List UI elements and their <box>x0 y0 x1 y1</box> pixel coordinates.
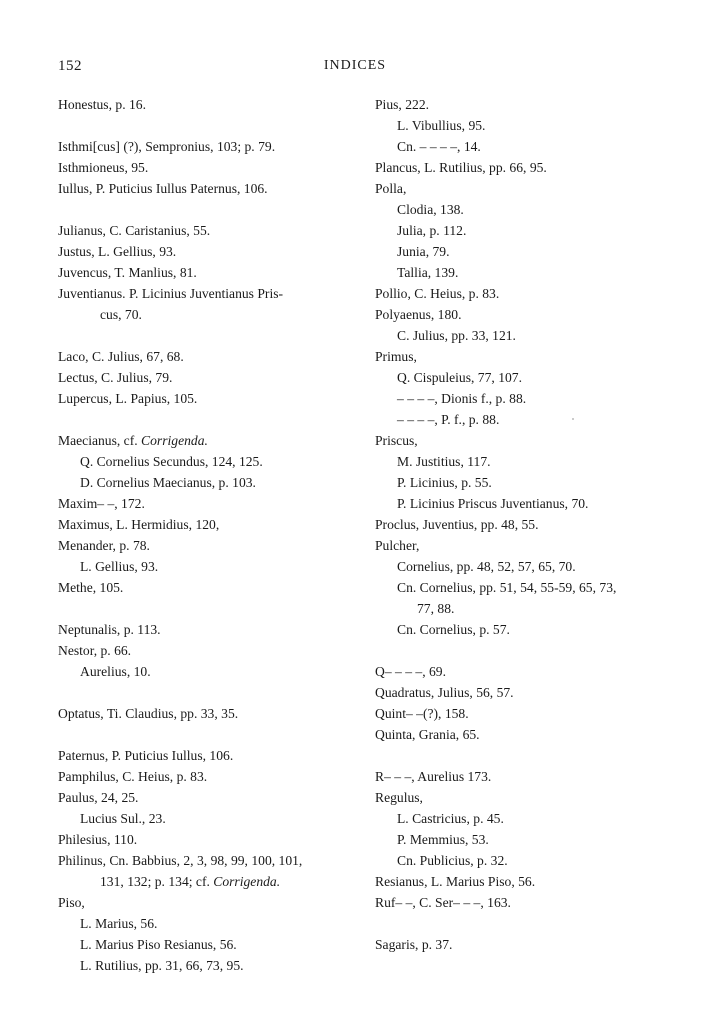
index-entry <box>375 283 665 304</box>
index-entry <box>375 514 665 535</box>
entry-text: Q– – – –, 69. <box>375 664 446 679</box>
index-subentry <box>375 409 665 430</box>
entry-text: Iullus, P. Puticius Iullus Paternus, 106. <box>58 181 268 196</box>
index-subentry <box>375 829 665 850</box>
right-index-column <box>375 94 665 955</box>
entry-text: Maecianus, cf. <box>58 433 142 448</box>
index-subentry <box>58 661 348 682</box>
entry-text: Juventianus. P. Licinius Juventianus Pris- <box>58 286 284 301</box>
index-entry <box>375 178 665 199</box>
index-entry <box>58 388 348 409</box>
entry-text: P. Licinius, p. 55. <box>397 475 492 490</box>
entry-gap <box>58 724 348 745</box>
entry-gap <box>58 598 348 619</box>
entry-text: Methe, 105. <box>58 580 124 595</box>
entry-text: Maximus, L. Hermidius, 120, <box>58 517 220 532</box>
index-entry <box>58 514 348 535</box>
entry-text: Isthmi[cus] (?), Sempronius, 103; p. 79. <box>58 139 276 154</box>
entry-text: P. Licinius Priscus Juventianus, 70. <box>397 496 589 511</box>
index-subentry <box>58 913 348 934</box>
index-entry <box>375 703 665 724</box>
entry-text: D. Cornelius Maecianus, p. 103. <box>80 475 256 490</box>
index-entry <box>58 640 348 661</box>
index-entry <box>58 283 348 304</box>
page-number: 152 <box>58 58 82 74</box>
entry-gap <box>58 409 348 430</box>
entry-text: Polyaenus, 180. <box>375 307 462 322</box>
entry-text: Aurelius, 10. <box>80 664 151 679</box>
entry-italic-text: Corrigenda. <box>213 874 281 889</box>
entry-text: L. Vibullius, 95. <box>397 118 486 133</box>
entry-text: Pulcher, <box>375 538 420 553</box>
entry-text: Plancus, L. Rutilius, pp. 66, 95. <box>375 160 547 175</box>
entry-text: Nestor, p. 66. <box>58 643 132 658</box>
index-subentry <box>375 220 665 241</box>
index-entry <box>375 724 665 745</box>
entry-text: Honestus, p. 16. <box>58 97 146 112</box>
entry-text: M. Justitius, 117. <box>397 454 491 469</box>
entry-text: Tallia, 139. <box>397 265 459 280</box>
index-subentry <box>58 934 348 955</box>
entry-text: Q. Cornelius Secundus, 124, 125. <box>80 454 263 469</box>
index-entry <box>58 136 348 157</box>
index-entry <box>58 787 348 808</box>
index-entry <box>375 766 665 787</box>
entry-text: Primus, <box>375 349 417 364</box>
index-entry <box>375 430 665 451</box>
entry-text: Paulus, 24, 25. <box>58 790 139 805</box>
index-subentry <box>375 493 665 514</box>
entry-text: Junia, 79. <box>397 244 450 259</box>
entry-text: Quadratus, Julius, 56, 57. <box>375 685 514 700</box>
entry-text: Julianus, C. Caristanius, 55. <box>58 223 211 238</box>
index-entry <box>58 94 348 115</box>
index-subentry <box>375 325 665 346</box>
entry-text: Proclus, Juventius, pp. 48, 55. <box>375 517 539 532</box>
speck-mark <box>572 418 574 420</box>
entry-gap <box>375 745 665 766</box>
index-entry <box>375 535 665 556</box>
index-entry <box>375 661 665 682</box>
index-entry <box>58 871 348 892</box>
index-subentry <box>375 577 665 598</box>
entry-text: 131, 132; p. 134; cf. <box>100 874 214 889</box>
index-entry <box>58 367 348 388</box>
index-subentry <box>375 241 665 262</box>
index-entry <box>58 178 348 199</box>
index-subentry <box>375 619 665 640</box>
entry-gap <box>375 913 665 934</box>
entry-text: Sagaris, p. 37. <box>375 937 453 952</box>
entry-text: Quinta, Grania, 65. <box>375 727 480 742</box>
index-subentry <box>375 367 665 388</box>
entry-text: Isthmioneus, 95. <box>58 160 149 175</box>
entry-text: Cn. Publicius, p. 32. <box>397 853 508 868</box>
index-entry <box>58 430 348 451</box>
entry-text: Lucius Sul., 23. <box>80 811 166 826</box>
entry-text: Lupercus, L. Papius, 105. <box>58 391 198 406</box>
index-entry <box>375 892 665 913</box>
entry-text: – – – –, Dionis f., p. 88. <box>397 391 527 406</box>
index-subentry <box>58 808 348 829</box>
entry-text: – – – –, P. f., p. 88. <box>397 412 500 427</box>
entry-text: 77, 88. <box>417 601 455 616</box>
index-subentry <box>375 556 665 577</box>
entry-text: Cn. Cornelius, pp. 51, 54, 55-59, 65, 73, <box>397 580 617 595</box>
entry-text: Pamphilus, C. Heius, p. 83. <box>58 769 208 784</box>
entry-text: Priscus, <box>375 433 418 448</box>
entry-text: Resianus, L. Marius Piso, 56. <box>375 874 536 889</box>
entry-text: Menander, p. 78. <box>58 538 150 553</box>
index-entry <box>58 829 348 850</box>
entry-text: Philinus, Cn. Babbius, 2, 3, 98, 99, 100, 101, <box>58 853 303 868</box>
entry-text: Laco, C. Julius, 67, 68. <box>58 349 184 364</box>
index-subentry <box>58 472 348 493</box>
entry-gap <box>58 199 348 220</box>
entry-text: P. Memmius, 53. <box>397 832 489 847</box>
entry-text: Justus, L. Gellius, 93. <box>58 244 177 259</box>
entry-text: L. Rutilius, pp. 31, 66, 73, 95. <box>80 958 244 973</box>
entry-italic-text: Corrigenda. <box>141 433 208 448</box>
index-subentry <box>375 598 665 619</box>
entry-text: R– – –, Aurelius 173. <box>375 769 492 784</box>
entry-text: Pius, 222. <box>375 97 430 112</box>
index-entry <box>375 304 665 325</box>
entry-text: C. Julius, pp. 33, 121. <box>397 328 516 343</box>
entry-text: L. Castricius, p. 45. <box>397 811 504 826</box>
entry-text: Pollio, C. Heius, p. 83. <box>375 286 500 301</box>
running-head: INDICES <box>323 58 387 73</box>
entry-gap <box>58 115 348 136</box>
entry-gap <box>58 325 348 346</box>
entry-text: Quint– –(?), 158. <box>375 706 469 721</box>
entry-text: Maxim– –, 172. <box>58 496 145 511</box>
entry-text: L. Marius, 56. <box>80 916 158 931</box>
index-entry <box>58 577 348 598</box>
index-entry <box>375 157 665 178</box>
entry-text: Lectus, C. Julius, 79. <box>58 370 173 385</box>
index-entry <box>375 871 665 892</box>
index-entry <box>58 703 348 724</box>
left-index-column <box>58 94 348 976</box>
index-entry <box>58 262 348 283</box>
entry-text: Cornelius, pp. 48, 52, 57, 65, 70. <box>397 559 576 574</box>
index-subentry <box>58 451 348 472</box>
entry-text: Ruf– –, C. Ser– – –, 163. <box>375 895 511 910</box>
index-entry <box>58 304 348 325</box>
entry-text: Optatus, Ti. Claudius, pp. 33, 35. <box>58 706 239 721</box>
index-entry <box>58 745 348 766</box>
entry-gap <box>375 640 665 661</box>
index-entry <box>375 787 665 808</box>
index-subentry <box>375 115 665 136</box>
entry-text: Paternus, P. Puticius Iullus, 106. <box>58 748 234 763</box>
index-subentry <box>375 850 665 871</box>
index-entry <box>58 346 348 367</box>
entry-text: Philesius, 110. <box>58 832 138 847</box>
index-entry <box>58 766 348 787</box>
entry-text: Q. Cispuleius, 77, 107. <box>397 370 522 385</box>
index-entry <box>58 493 348 514</box>
entry-text: Neptunalis, p. 113. <box>58 622 161 637</box>
entry-gap <box>58 682 348 703</box>
index-subentry <box>375 136 665 157</box>
entry-text: Regulus, <box>375 790 423 805</box>
entry-text: L. Marius Piso Resianus, 56. <box>80 937 237 952</box>
index-entry <box>58 850 348 871</box>
index-entry <box>58 241 348 262</box>
entry-text: Piso, <box>58 895 85 910</box>
index-entry <box>58 619 348 640</box>
index-subentry <box>375 451 665 472</box>
index-entry <box>375 682 665 703</box>
entry-text: L. Gellius, 93. <box>80 559 159 574</box>
index-subentry <box>58 955 348 976</box>
index-subentry <box>375 808 665 829</box>
entry-text: Polla, <box>375 181 407 196</box>
index-subentry <box>375 472 665 493</box>
index-subentry <box>58 556 348 577</box>
index-entry <box>58 157 348 178</box>
index-subentry <box>375 388 665 409</box>
entry-text: Cn. Cornelius, p. 57. <box>397 622 510 637</box>
index-subentry <box>375 262 665 283</box>
entry-text: cus, 70. <box>100 307 142 322</box>
index-entry <box>375 346 665 367</box>
entry-text: Cn. – – – –, 14. <box>397 139 481 154</box>
entry-text: Julia, p. 112. <box>397 223 467 238</box>
index-entry <box>58 220 348 241</box>
entry-text: Juvencus, T. Manlius, 81. <box>58 265 197 280</box>
index-entry <box>375 94 665 115</box>
entry-text: Clodia, 138. <box>397 202 464 217</box>
index-entry <box>375 934 665 955</box>
index-subentry <box>375 199 665 220</box>
index-entry <box>58 535 348 556</box>
index-entry <box>58 892 348 913</box>
